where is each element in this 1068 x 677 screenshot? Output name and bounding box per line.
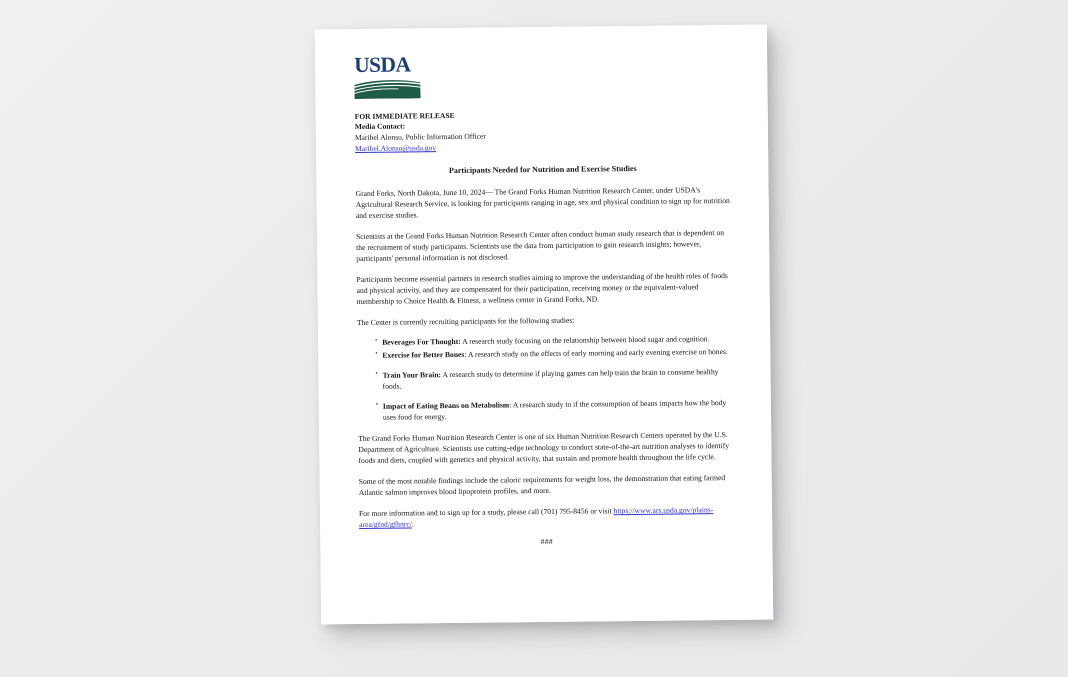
study-description: : A research study on the effects of early morning and early evening exercise on bones. — [464, 347, 728, 360]
paragraph-scientists: Scientists at the Grand Forks Human Nutrition Research Center often conduct human study research that is dependent on the recruitment of study participants. Scientists use the data from participation to gain research insights; however, participants' personal information is not disclosed. — [355, 228, 725, 264]
study-description: A research study focusing on the relationship between blood sugar and cognition. — [460, 334, 710, 347]
usda-wordmark: USDA — [354, 52, 411, 78]
document-page-container — [315, 25, 773, 625]
more-info-suffix: . — [411, 519, 414, 529]
study-name: Impact of Eating Beans on Metabolism — [382, 400, 510, 412]
paragraph-about-center: The Grand Forks Human Nutrition Research Center is one of six Human Nutrition Research Centers operated by the U.S. Department of Agriculture. Scientists use cutting-edge technology to conduct state-of-the-art nutrition analyses to identify foods and diets, coupled with genetics and physical activity, that sustain and promote health throughout the life cycle. — [358, 430, 730, 466]
study-description: : A research study to if the consumption of beans impacts how the body uses food for energy. — [382, 398, 727, 423]
studies-lead-in: The Center is currently recruiting participants for the following studies: — [356, 316, 575, 328]
more-info-text: For more information and to sign up for a study, please call (701) 795-8456 or visit — [358, 506, 614, 519]
list-item — [375, 366, 732, 392]
study-name: Exercise for Better Bones — [382, 350, 465, 361]
paragraph-findings: Some of the most notable findings include the caloric requirements for weight loss, the demonstration that eating farmed Atlantic salmon improves blood lipoprotein profiles, and more. — [358, 473, 726, 498]
end-mark: ### — [540, 537, 554, 547]
study-name: Beverages For Thought: — [382, 337, 461, 348]
usda-logo — [354, 54, 420, 98]
paragraph-dateline: Grand Forks, North Dakota, June 10, 2024— The Grand Forks Human Nutrition Research Center, under USDA's Agricultural Research Service, is looking for participants ranging in age, sex and physical condition to sign up for nutrition and exercise studies. — [355, 185, 730, 221]
media-contact-email-link[interactable]: Maribel.Alonso@usda.gov — [355, 143, 437, 154]
list-item — [375, 346, 732, 361]
media-contact-label: Media Contact: — [354, 121, 406, 132]
usda-swoosh-mark — [354, 77, 420, 99]
media-contact-name: Maribel Alonso, Public Information Officer — [354, 131, 486, 143]
gfhnrc-website-link[interactable]: https://www.ars.usda.gov/plains-area/gfnd/gfhnrc/ — [359, 505, 714, 530]
study-description: A research study to determine if playing games can help train the brain to consume healthy foods. — [382, 367, 719, 392]
list-item — [376, 397, 733, 423]
press-release-page — [315, 25, 773, 625]
paragraph-more-info — [359, 504, 734, 530]
study-name: Train Your Brain: — [382, 370, 442, 381]
paragraph-partners: Participants become essential partners in research studies aiming to improve the understanding of the health roles of foods and physical activity, and they are compensated for their participation, receiving money or the equivalent-valued membership to Choice Health & Fitness, a wellness center in Grand Forks, ND. — [356, 271, 728, 307]
immediate-release-label: FOR IMMEDIATE RELEASE — [354, 110, 455, 121]
release-header — [355, 107, 730, 155]
page-title: Participants Needed for Nutrition and Exercise Studies — [448, 163, 637, 176]
studies-list — [357, 333, 733, 423]
